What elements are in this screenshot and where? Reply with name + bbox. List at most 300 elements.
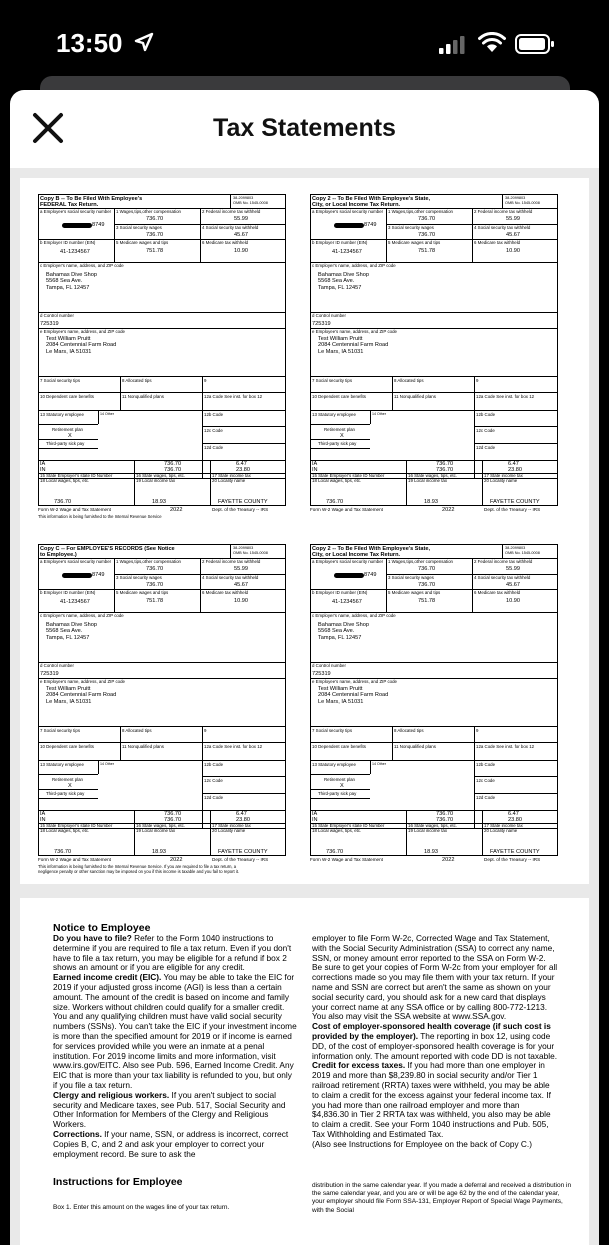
form-rule [472,558,473,612]
treasury-label: Dept. of the Treasury -- IRS [484,507,541,512]
control-value: 725319 [40,321,59,327]
form-rule [482,810,483,856]
notice-paragraph [53,1091,297,1130]
state-code: IN [40,467,46,473]
state-id-label: 15 State Employer's state ID Number [312,823,385,828]
form-rule [310,798,370,799]
local-tax-label: 19 Local income tax [408,478,448,483]
ssn-suffix: 8749 [364,222,377,228]
omb-number: 38-2099803 [233,196,254,200]
statutory-label: 13 Statutory employee [312,412,356,417]
irs-note: negligence penalty or other sanction may be imposed on you if this income is taxable and you fail to report it. [38,869,240,874]
document-viewer[interactable] [10,168,599,1245]
locality-value: FAYETTE COUNTY [218,849,268,855]
statutory-label: 13 Statutory employee [312,762,356,767]
box12b-label: 12b Code [476,762,496,767]
form-rule [38,760,286,761]
form-rule [200,558,201,612]
status-time: 13:50 [56,28,123,58]
form-rule [310,410,558,411]
omb-number: OMB No. 1545-0008 [233,201,268,205]
form-copy-title: Copy C -- For EMPLOYEE'S RECORDS (See Notice [40,546,175,552]
notice-heading: Cost of employer-sponsored health coverage (if such cost is provided by the employer). [312,1021,551,1041]
form-rule [38,798,98,799]
local-wages-value: 736.70 [54,499,72,505]
employer-label: c Employer's name, address, and ZIP code [312,263,396,268]
ein-label: b Employer ID number (EIN) [312,240,368,245]
form-copy-title: City, or Local Income Tax Return. [312,552,401,558]
state-tax: 6.47 [236,461,247,467]
box12d-label: 12d Code [476,795,496,800]
ss-tax-label: 4 Social security tax withheld [202,225,259,230]
dep-care-label: 10 Dependent care benefits [40,744,94,749]
dep-care-label: 10 Dependent care benefits [312,744,366,749]
form-rule [38,789,98,790]
omb-number: 38-2099803 [233,546,254,550]
employee-address-line: 2084 Centennial Farm Road [318,692,389,699]
control-value: 725319 [40,671,59,677]
form-rule [472,208,473,262]
employer-address-line: Bahamas Dive Shop [318,272,369,278]
wages-value: 736.70 [418,566,436,572]
state-wages-label: 16 State wages, tips, etc. [136,823,186,828]
retirement-label: Retirement plan [324,427,355,432]
control-label: d Control number [40,313,74,318]
local-tax-label: 19 Local income tax [136,478,176,483]
dep-care-label: 10 Dependent care benefits [40,394,94,399]
control-label: d Control number [312,313,346,318]
notice-text: employer to file Form W-2c, Corrected Wage and Tax Statement, with the Social Security Administration (SSA) to correct any name, SSN, or money amount error reported to the SSA on Form W-2. Be sure to get your copies of Form W-2c from your employer for all corrections made so you may file them with your tax return. If your name and SSN are correct but aren't the same as shown on your social security card, you should ask for a new card that displays your correct name at any SSA office or by calling 800-772-1213. You also may visit the SSA website at www.SSA.gov. [312,933,558,1022]
notice-paragraph [312,1061,558,1139]
ss-tax-value: 45.67 [506,232,520,238]
battery-icon [515,34,555,54]
employee-label: e Employee's name, address, and ZIP code [40,679,125,684]
form-rule [120,376,121,392]
form-rule [120,742,121,760]
box12c-label: 12c Code [204,428,223,433]
ein-label: b Employer ID number (EIN) [40,590,96,595]
state-wages-label: 16 State wages, tips, etc. [408,473,458,478]
employee-label: e Employee's name, address, and ZIP code [40,329,125,334]
local-tax-label: 19 Local income tax [136,828,176,833]
employee-address-line: 2084 Centennial Farm Road [46,342,117,349]
alloc-tips-label: 8 Allocated tips [394,728,424,733]
employer-address-line: Tampa, FL 12457 [318,284,362,291]
notice-paragraph [53,973,297,1091]
employee-address-line: Le Mars, IA 51031 [318,698,364,705]
state-tax: 23.80 [508,467,522,473]
employer-address-line: 5568 Sea Ave. [318,628,355,635]
ein-label: b Employer ID number (EIN) [312,590,368,595]
state-tax: 6.47 [508,811,519,817]
medicare-tax-value: 10.90 [506,598,520,604]
employee-address-line: Le Mars, IA 51031 [46,698,92,705]
form-rule [38,774,98,775]
local-wages-label: 18 Local wages, tips, etc. [40,478,90,483]
ein-value: 41-1234567 [332,599,362,605]
employee-address-line: Test William Pruitt [318,686,363,692]
employee-address-line: Test William Pruitt [318,336,363,342]
other-label: 14 Other [372,762,386,766]
retirement-label: Retirement plan [52,427,83,432]
notice-left-column [53,934,297,1159]
retirement-check: X [68,433,72,439]
state-tax-label: 17 State income tax [484,823,523,828]
notice-paragraph [312,934,558,1022]
form-rule [386,208,387,262]
form-rule [38,424,98,425]
box12d-label: 12d Code [204,795,224,800]
ss-wages-value: 736.70 [146,582,164,588]
location-arrow-icon [134,32,154,52]
medicare-tax-value: 10.90 [506,248,520,254]
instructions-title: Instructions for Employee [53,1176,183,1188]
form-rule [474,793,558,794]
form-rule [392,726,393,742]
ssn-suffix: 8749 [92,572,105,578]
third-party-label: Third-party sick pay [318,791,357,796]
ein-value: 41-1234567 [60,599,90,605]
box12b-label: 12b Code [476,412,496,417]
ss-tips-label: 7 Social security tips [312,728,353,733]
form-copy-title: Copy 2 -- To Be Filed With Employee's State, [312,196,431,202]
omb-number: OMB No. 1545-0008 [505,551,540,555]
form-copy-title: City, or Local Income Tax Return. [312,202,401,208]
employee-address-line: Test William Pruitt [46,686,91,692]
local-wages-value: 736.70 [326,499,344,505]
retirement-check: X [340,783,344,789]
state-tax-label: 17 State income tax [484,473,523,478]
form-rule [230,544,231,558]
wages-label: 1 Wages,tips,other compensation [388,209,453,214]
employer-address-line: Bahamas Dive Shop [46,272,97,278]
form-rule [202,776,286,777]
fed-tax-label: 2 Federal income tax withheld [202,209,261,214]
state-wages: 736.70 [164,467,182,473]
third-party-label: Third-party sick pay [46,791,85,796]
fed-tax-value: 55.99 [506,566,520,572]
form-rule [310,810,558,811]
local-wages-value: 736.70 [54,849,72,855]
box12a-label: 12a Code See inst. for box 12 [476,744,535,749]
ss-tax-label: 4 Social security tax withheld [474,575,531,580]
employer-label: c Employer's name, address, and ZIP code [312,613,396,618]
ss-wages-value: 736.70 [418,582,436,588]
state-code: IN [312,467,318,473]
wages-value: 736.70 [146,566,164,572]
redacted-ssn [62,223,92,228]
local-wages-label: 18 Local wages, tips, etc. [40,828,90,833]
form-rule [38,662,286,663]
notice-right-bottom: distribution in the same calendar year. If you made a deferral and received a distribution in the same calendar year, and you are or will be age 62 by the end of the calendar year, your employer should file Form SSA-131, Employer Report of Special Wage Payments, with the Social [312,1182,572,1214]
form-copy-title: Copy B -- To Be Filed With Employee's [40,196,143,202]
box9-label: 9 [476,728,479,733]
ss-tips-label: 7 Social security tips [40,728,81,733]
employee-label: e Employee's name, address, and ZIP code [312,679,397,684]
form-rule [310,424,370,425]
ss-wages-value: 736.70 [418,232,436,238]
wages-label: 1 Wages,tips,other compensation [388,559,453,564]
form-rule [474,443,558,444]
nonqual-label: 11 Nonqualified plans [394,744,436,749]
treasury-label: Dept. of the Treasury -- IRS [212,507,269,512]
notice-title: Notice to Employee [53,922,151,934]
form-footer: Form W-2 Wage and Tax Statement [38,857,111,862]
form-rule [200,208,201,262]
treasury-label: Dept. of the Treasury -- IRS [212,857,269,862]
form-copy-title: to Employee.) [40,552,77,558]
form-rule [210,460,211,506]
w2-form [310,544,558,869]
form-rule [310,312,558,313]
medicare-wages-label: 5 Medicare wages and tips [388,240,441,245]
form-footer: Form W-2 Wage and Tax Statement [310,507,383,512]
notice-heading: Credit for excess taxes. [312,1060,406,1071]
omb-number: 38-2099803 [505,546,526,550]
employer-address-line: Tampa, FL 12457 [318,634,362,641]
employee-address-line: 2084 Centennial Farm Road [318,342,389,349]
employer-address-line: Tampa, FL 12457 [46,634,90,641]
employee-address-line: Le Mars, IA 51031 [46,348,92,355]
w2-form [38,194,286,519]
form-rule [310,726,558,727]
third-party-label: Third-party sick pay [46,441,85,446]
locality-label: 20 Locality name [484,478,518,483]
omb-number: OMB No. 1545-0008 [505,201,540,205]
locality-value: FAYETTE COUNTY [490,499,540,505]
form-rule [98,760,99,774]
state-code: IA [312,461,318,467]
state-wages: 736.70 [164,817,182,823]
medicare-tax-label: 6 Medicare tax withheld [474,590,521,595]
employee-address-line: 2084 Centennial Farm Road [46,692,117,699]
fed-tax-value: 55.99 [234,216,248,222]
alloc-tips-label: 8 Allocated tips [394,378,424,383]
state-wages-label: 16 State wages, tips, etc. [408,823,458,828]
locality-label: 20 Locality name [484,828,518,833]
state-code: IA [40,461,46,467]
form-rule [38,742,286,743]
employer-address-line: 5568 Sea Ave. [46,628,83,635]
form-rule [310,392,558,393]
alloc-tips-label: 8 Allocated tips [122,378,152,383]
form-rule [210,810,211,856]
ss-tips-label: 7 Social security tips [312,378,353,383]
ss-tax-value: 45.67 [234,582,248,588]
form-rule [392,742,393,760]
form-year: 2022 [170,507,183,513]
form-rule [98,410,99,424]
medicare-wages-label: 5 Medicare wages and tips [116,590,169,595]
form-rule [38,439,98,440]
locality-value: FAYETTE COUNTY [218,499,268,505]
notice-text: Refer to the Form 1040 instructions to determine if you are required to file a tax return. Even if you don't have to file a tax return, you may be eligible for a refund if box 2 shows an amount or if you are eligible for any credit. [53,933,292,973]
state-code: IN [40,817,46,823]
ssn-label: a Employee's social security number [40,209,112,214]
form-rule [310,662,558,663]
form-rule [310,376,558,377]
form-rule [38,448,98,449]
medicare-tax-label: 6 Medicare tax withheld [202,590,249,595]
box12c-label: 12c Code [204,778,223,783]
irs-note: This information is being furnished to the Internal Revenue Service [38,514,162,519]
form-rule [406,460,407,506]
ein-value: 41-1234567 [332,249,362,255]
local-tax-label: 19 Local income tax [408,828,448,833]
medicare-wages-value: 751.78 [418,598,436,604]
box12d-label: 12d Code [476,445,496,450]
form-rule [114,558,115,612]
form-year: 2022 [170,857,183,863]
box12c-label: 12c Code [476,428,495,433]
w2-form [310,194,558,519]
statutory-label: 13 Statutory employee [40,762,84,767]
cellular-signal-icon [439,36,467,54]
state-code: IN [312,817,318,823]
form-rule [310,439,370,440]
state-wages: 736.70 [436,467,454,473]
employer-address-line: Bahamas Dive Shop [46,622,97,628]
form-rule [38,810,286,811]
retirement-label: Retirement plan [324,777,355,782]
state-tax: 6.47 [508,461,519,467]
employer-label: c Employer's name, address, and ZIP code [40,263,124,268]
form-year: 2022 [442,857,455,863]
form-rule [38,410,286,411]
form-copy-title: FEDERAL Tax Return. [40,202,99,208]
state-tax: 23.80 [236,467,250,473]
ss-tax-label: 4 Social security tax withheld [202,575,259,580]
form-rule [38,726,286,727]
state-id-label: 15 State Employer's state ID Number [312,473,385,478]
form-rule [310,774,370,775]
form-rule [392,392,393,410]
fed-tax-label: 2 Federal income tax withheld [474,559,533,564]
form-rule [310,760,558,761]
other-label: 14 Other [100,762,114,766]
state-id-label: 15 State Employer's state ID Number [40,473,113,478]
sheet-header [10,90,599,166]
state-id-label: 15 State Employer's state ID Number [40,823,113,828]
form-rule [230,194,231,208]
local-tax-value: 18.93 [424,849,438,855]
wages-value: 736.70 [418,216,436,222]
form-rule [38,376,286,377]
retirement-check: X [340,433,344,439]
box12a-label: 12a Code See inst. for box 12 [204,744,263,749]
form-rule [482,460,483,506]
other-label: 14 Other [372,412,386,416]
dep-care-label: 10 Dependent care benefits [312,394,366,399]
redacted-ssn [334,223,364,228]
ss-tips-label: 7 Social security tips [40,378,81,383]
control-label: d Control number [312,663,346,668]
irs-note: This information is being furnished to the Internal Revenue Service. If you are required to file a tax return, a [38,864,237,869]
medicare-wages-label: 5 Medicare wages and tips [388,590,441,595]
form-rule [474,426,558,427]
state-code: IA [40,811,46,817]
form-rule [310,448,370,449]
retirement-label: Retirement plan [52,777,83,782]
locality-value: FAYETTE COUNTY [490,849,540,855]
box9-label: 9 [204,728,207,733]
omb-number: 38-2099803 [505,196,526,200]
redacted-ssn [62,573,92,578]
form-rule [392,376,393,392]
notice-text: (Also see Instructions for Employee on the back of Copy C.) [312,1138,532,1149]
ssn-suffix: 8749 [92,222,105,228]
form-rule [310,742,558,743]
local-tax-value: 18.93 [152,849,166,855]
medicare-wages-label: 5 Medicare wages and tips [116,240,169,245]
fed-tax-label: 2 Federal income tax withheld [202,559,261,564]
box12d-label: 12d Code [204,445,224,450]
ss-wages-label: 3 Social security wages [116,225,162,230]
wages-value: 736.70 [146,216,164,222]
ein-label: b Employer ID number (EIN) [40,240,96,245]
local-wages-label: 18 Local wages, tips, etc. [312,828,362,833]
notice-heading: Corrections. [53,1128,102,1139]
ss-wages-value: 736.70 [146,232,164,238]
ssn-suffix: 8749 [364,572,377,578]
employee-label: e Employee's name, address, and ZIP code [312,329,397,334]
wifi-icon [478,32,506,54]
employee-address-line: Le Mars, IA 51031 [318,348,364,355]
state-wages-label: 16 State wages, tips, etc. [136,473,186,478]
form-rule [38,460,286,461]
nonqual-label: 11 Nonqualified plans [394,394,436,399]
omb-number: OMB No. 1545-0008 [233,551,268,555]
state-tax: 23.80 [508,817,522,823]
alloc-tips-label: 8 Allocated tips [122,728,152,733]
notice-paragraph [53,934,297,973]
box12a-label: 12a Code See inst. for box 12 [476,394,535,399]
employer-address-line: 5568 Sea Ave. [318,278,355,285]
local-wages-value: 736.70 [326,849,344,855]
form-rule [114,208,115,262]
form-footer: Form W-2 Wage and Tax Statement [310,857,383,862]
notice-text: If you aren't subject to social security and Medicare taxes, see Pub. 517, Social Security and Other Information for Members of the Clergy and Religious Workers. [53,1089,286,1130]
form-footer: Form W-2 Wage and Tax Statement [38,507,111,512]
ssn-label: a Employee's social security number [312,209,384,214]
box9-label: 9 [204,378,207,383]
form-rule [474,776,558,777]
form-rule [134,810,135,856]
form-rule [386,558,387,612]
control-value: 725319 [312,321,331,327]
wages-label: 1 Wages,tips,other compensation [116,559,181,564]
employer-address-line: Bahamas Dive Shop [318,622,369,628]
notice-paragraph [53,1130,297,1159]
form-year: 2022 [442,507,455,513]
treasury-label: Dept. of the Treasury -- IRS [484,857,541,862]
employer-label: c Employer's name, address, and ZIP code [40,613,124,618]
box12b-label: 12b Code [204,762,224,767]
form-rule [38,392,286,393]
notice-heading: Clergy and religious workers. [53,1089,170,1100]
local-tax-value: 18.93 [152,499,166,505]
form-rule [202,426,286,427]
notice-right-column [312,934,558,1150]
control-label: d Control number [40,663,74,668]
fed-tax-value: 55.99 [506,216,520,222]
w2-form [38,544,286,874]
form-rule [120,726,121,742]
redacted-ssn [334,573,364,578]
employee-address-line: Test William Pruitt [46,336,91,342]
control-value: 725319 [312,671,331,677]
ss-tax-label: 4 Social security tax withheld [474,225,531,230]
